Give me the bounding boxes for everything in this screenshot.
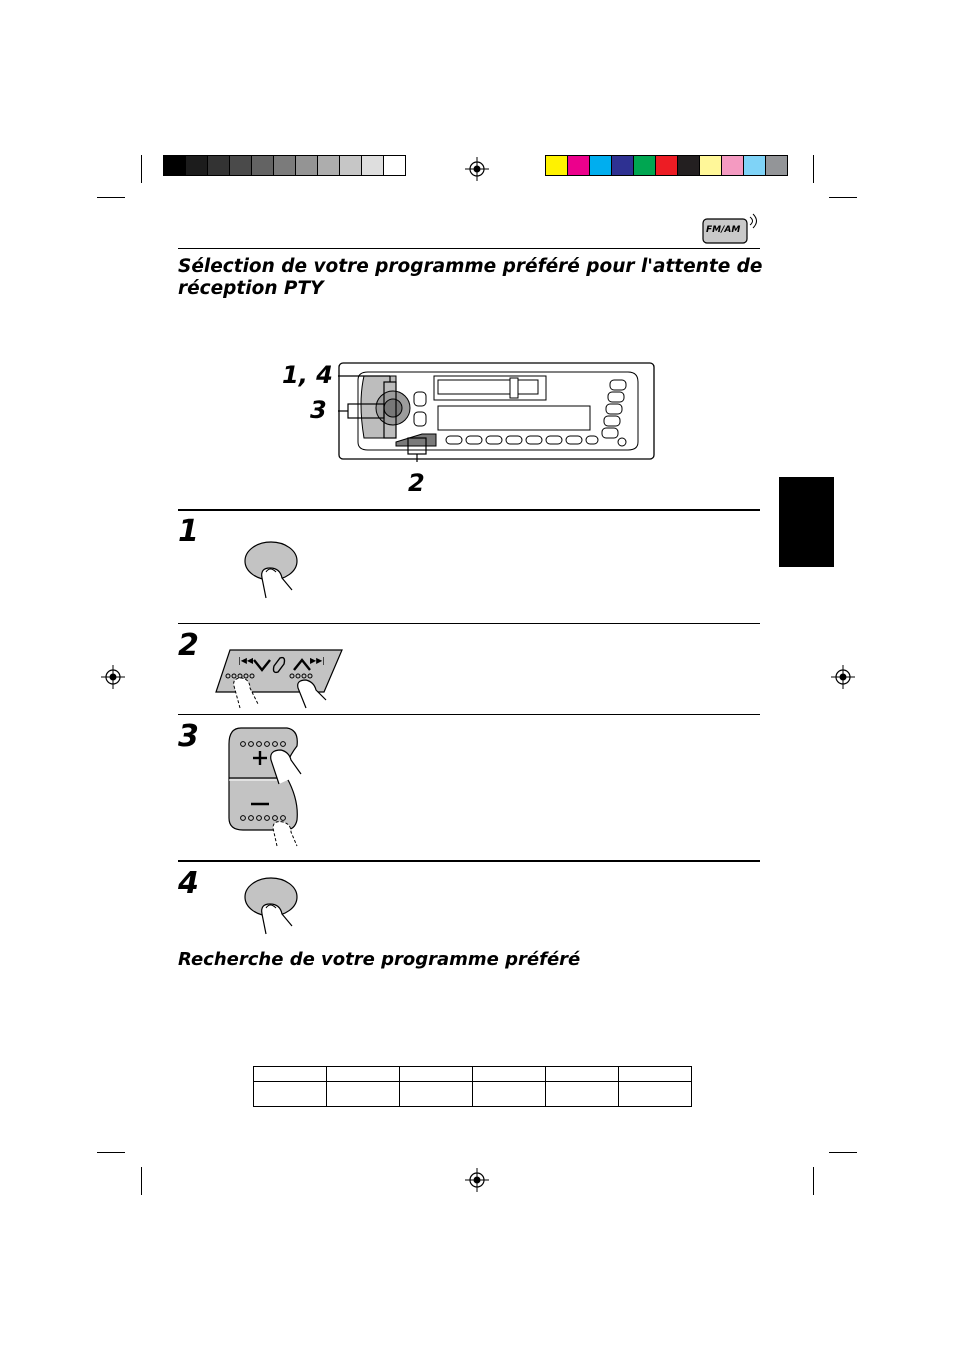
color-swatch xyxy=(383,155,406,176)
language-side-tab xyxy=(779,477,834,567)
press-button-icon xyxy=(244,876,304,938)
table-row xyxy=(254,1082,692,1107)
crop-mark xyxy=(813,155,814,183)
step-rule xyxy=(178,623,760,624)
crop-mark xyxy=(829,1152,857,1153)
table-cell xyxy=(254,1082,327,1107)
car-radio-illustration xyxy=(338,362,656,462)
section-subtitle: Recherche de votre programme préféré xyxy=(178,949,581,970)
color-swatch xyxy=(699,155,722,176)
plus-minus-control-icon xyxy=(225,724,305,852)
section-title: Sélection de votre programme préféré pour l'attente de réception PTY xyxy=(178,256,763,299)
color-swatch xyxy=(317,155,340,176)
table-row xyxy=(254,1067,692,1082)
color-swatch xyxy=(765,155,788,176)
color-swatch xyxy=(273,155,296,176)
crop-mark xyxy=(141,155,142,183)
crop-mark xyxy=(97,197,125,198)
callout-label: 2 xyxy=(408,469,425,497)
pty-table xyxy=(253,1066,692,1107)
table-cell xyxy=(254,1067,327,1082)
color-swatch xyxy=(295,155,318,176)
table-cell xyxy=(619,1082,692,1107)
color-swatch xyxy=(545,155,568,176)
color-swatch xyxy=(743,155,766,176)
step-number: 1 xyxy=(178,514,199,549)
color-swatch xyxy=(163,155,186,176)
callout-label: 3 xyxy=(310,396,327,424)
registration-target-icon xyxy=(831,665,855,689)
color-swatch xyxy=(229,155,252,176)
registration-target-icon xyxy=(465,157,489,181)
table-cell xyxy=(400,1067,473,1082)
crop-mark xyxy=(97,1152,125,1153)
step-number: 2 xyxy=(178,628,199,663)
table-cell xyxy=(473,1082,546,1107)
color-swatch xyxy=(721,155,744,176)
header-rule xyxy=(178,248,760,249)
color-swatch xyxy=(567,155,590,176)
up-down-rocker-icon xyxy=(214,646,346,712)
step-rule xyxy=(178,714,760,715)
registration-target-icon xyxy=(465,1168,489,1192)
table-cell xyxy=(473,1067,546,1082)
crop-mark xyxy=(141,1167,142,1195)
table-cell xyxy=(546,1082,619,1107)
color-swatch xyxy=(361,155,384,176)
table-cell xyxy=(619,1067,692,1082)
color-swatch xyxy=(611,155,634,176)
color-swatch xyxy=(185,155,208,176)
step-rule xyxy=(178,860,760,862)
fm-am-label: FM/AM xyxy=(706,225,741,235)
svg-text:▶▶|: ▶▶| xyxy=(310,656,325,665)
registration-target-icon xyxy=(101,665,125,689)
callout-label: 1, 4 xyxy=(282,361,333,389)
crop-mark xyxy=(813,1167,814,1195)
step-number: 3 xyxy=(178,719,199,754)
svg-text:|◀◀: |◀◀ xyxy=(238,656,253,665)
color-swatch xyxy=(677,155,700,176)
color-swatch xyxy=(207,155,230,176)
press-button-icon xyxy=(244,540,304,602)
fm-am-icon xyxy=(702,213,762,245)
color-swatch xyxy=(589,155,612,176)
step-rule xyxy=(178,509,760,511)
step-number: 4 xyxy=(178,866,199,901)
table-cell xyxy=(327,1082,400,1107)
color-swatch xyxy=(339,155,362,176)
table-cell xyxy=(546,1067,619,1082)
color-swatch xyxy=(633,155,656,176)
color-swatch xyxy=(251,155,274,176)
color-swatch xyxy=(655,155,678,176)
table-cell xyxy=(400,1082,473,1107)
crop-mark xyxy=(829,197,857,198)
table-cell xyxy=(327,1067,400,1082)
